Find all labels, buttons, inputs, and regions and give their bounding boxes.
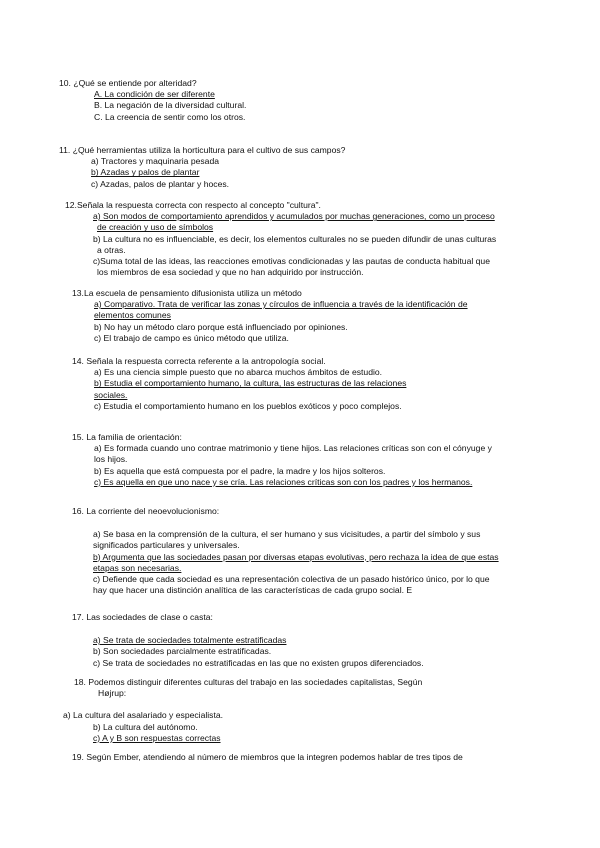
answer-option: b) La cultura no es influenciable, es decir, los elementos culturales no se pueden difundir de unas culturas [93, 233, 497, 244]
question-stem: 10. ¿Qué se entiende por alteridad? [59, 78, 197, 88]
answer-option: a) Es una ciencia simple puesto que no abarca muchos ámbitos de estudio. [94, 367, 383, 378]
answer-option-correct: etapas son necesarias. [93, 562, 182, 573]
question-stem: 16. La corriente del neoevolucionismo: [72, 506, 220, 516]
answer-option: c) Defiende que cada sociedad es una representación colectiva de un pasado histórico único, por lo que [93, 574, 490, 584]
answer-option-correct: A. La condición de ser diferente [94, 89, 215, 100]
answer-option: B. La negación de la diversidad cultural. [94, 100, 247, 111]
question-stem: 15. La familia de orientación: [72, 432, 182, 442]
answer-option-correct: b) Estudia el comportamiento humano, la cultura, las estructuras de las relaciones [94, 378, 407, 389]
answer-option-correct: a) Comparativo. Trata de verificar las zonas y círculos de influencia a través de la identificación de [94, 299, 468, 310]
answer-option-correct: sociales. [94, 389, 128, 400]
answer-option: c) El trabajo de campo es único método que utiliza. [94, 332, 289, 343]
answer-option: c) Estudia el comportamiento humano en los pueblos exóticos y poco complejos. [94, 400, 402, 411]
answer-option: b) No hay un método claro porque está influenciado por opiniones. [94, 321, 348, 332]
answer-option: los hijos. [94, 454, 128, 465]
answer-option: a) Se basa en la comprensión de la cultura, el ser humano y sus vicisitudes, a partir del símbolo y sus [93, 529, 481, 540]
question-stem: 18. Podemos distinguir diferentes culturas del trabajo en las sociedades capitalistas, Según [74, 677, 423, 687]
answer-option-correct: de creación y uso de símbolos [97, 222, 214, 233]
answer-option-correct: b) Azadas y palos de plantar [91, 167, 200, 178]
answer-option-correct: a) Se trata de sociedades totalmente estratificadas [93, 635, 287, 646]
answer-option: C. La creencia de sentir como los otros. [94, 111, 246, 122]
answer-option: a) La cultura del asalariado y especialista. [63, 710, 224, 721]
answer-option: b) Es aquella que está compuesta por el padre, la madre y los hijos solteros. [94, 465, 386, 476]
answer-option: a otras. [97, 244, 126, 255]
answer-option-correct: c) Es aquella en que uno nace y se cría. Las relaciones críticas son con los padres y los hermanos. [94, 476, 473, 487]
answer-option: los miembros de esa sociedad y que no han adquirido por instrucción. [97, 267, 364, 278]
answer-option: a) Es formada cuando uno contrae matrimonio y tiene hijos. Las relaciones críticas son con el cónyuge y [94, 443, 492, 454]
answer-option: c) Se trata de sociedades no estratificadas en las que no existen grupos diferenciados. [93, 657, 424, 668]
answer-option-correct: elementos comunes [94, 310, 171, 321]
answer-option: a) Tractores y maquinaria pesada [91, 156, 220, 167]
question-stem: 11. ¿Qué herramientas utiliza la horticultura para el cultivo de sus campos? [59, 145, 346, 155]
answer-option: c)Suma total de las ideas, las reacciones emotivas condicionadas y las pautas de conducta habitual que [93, 256, 490, 266]
answer-option-correct: b) Argumenta que las sociedades pasan por diversas etapas evolutivas, pero rechaza la idea de que estas [93, 551, 499, 562]
question-stem: 13.La escuela de pensamiento difusionista utiliza un método [72, 288, 302, 298]
answer-option: hay que hacer una distinción analítica de las características de cada grupo social. E [93, 585, 413, 596]
answer-option: significados particulares y universales. [93, 540, 240, 551]
answer-option: c) Azadas, palos de plantar y hoces. [91, 178, 230, 189]
question-stem: 19. Según Ember, atendiendo al número de miembros que la integren podemos hablar de tres tipos de [72, 752, 463, 762]
question-stem: Højrup: [98, 688, 127, 699]
answer-option-correct: c) A y B son respuestas correctas [93, 732, 221, 743]
answer-option: b) Son sociedades parcialmente estratificadas. [93, 646, 272, 657]
answer-option-correct: a) Son modos de comportamiento aprendidos y acumulados por muchas generaciones, como un proceso [93, 211, 495, 222]
question-stem: 17. Las sociedades de clase o casta: [72, 612, 213, 622]
answer-option: b) La cultura del autónomo. [93, 721, 198, 732]
question-stem: 14. Señala la respuesta correcta referente a la antropología social. [72, 356, 326, 366]
question-stem: 12.Señala la respuesta correcta con respecto al concepto "cultura". [65, 200, 321, 210]
